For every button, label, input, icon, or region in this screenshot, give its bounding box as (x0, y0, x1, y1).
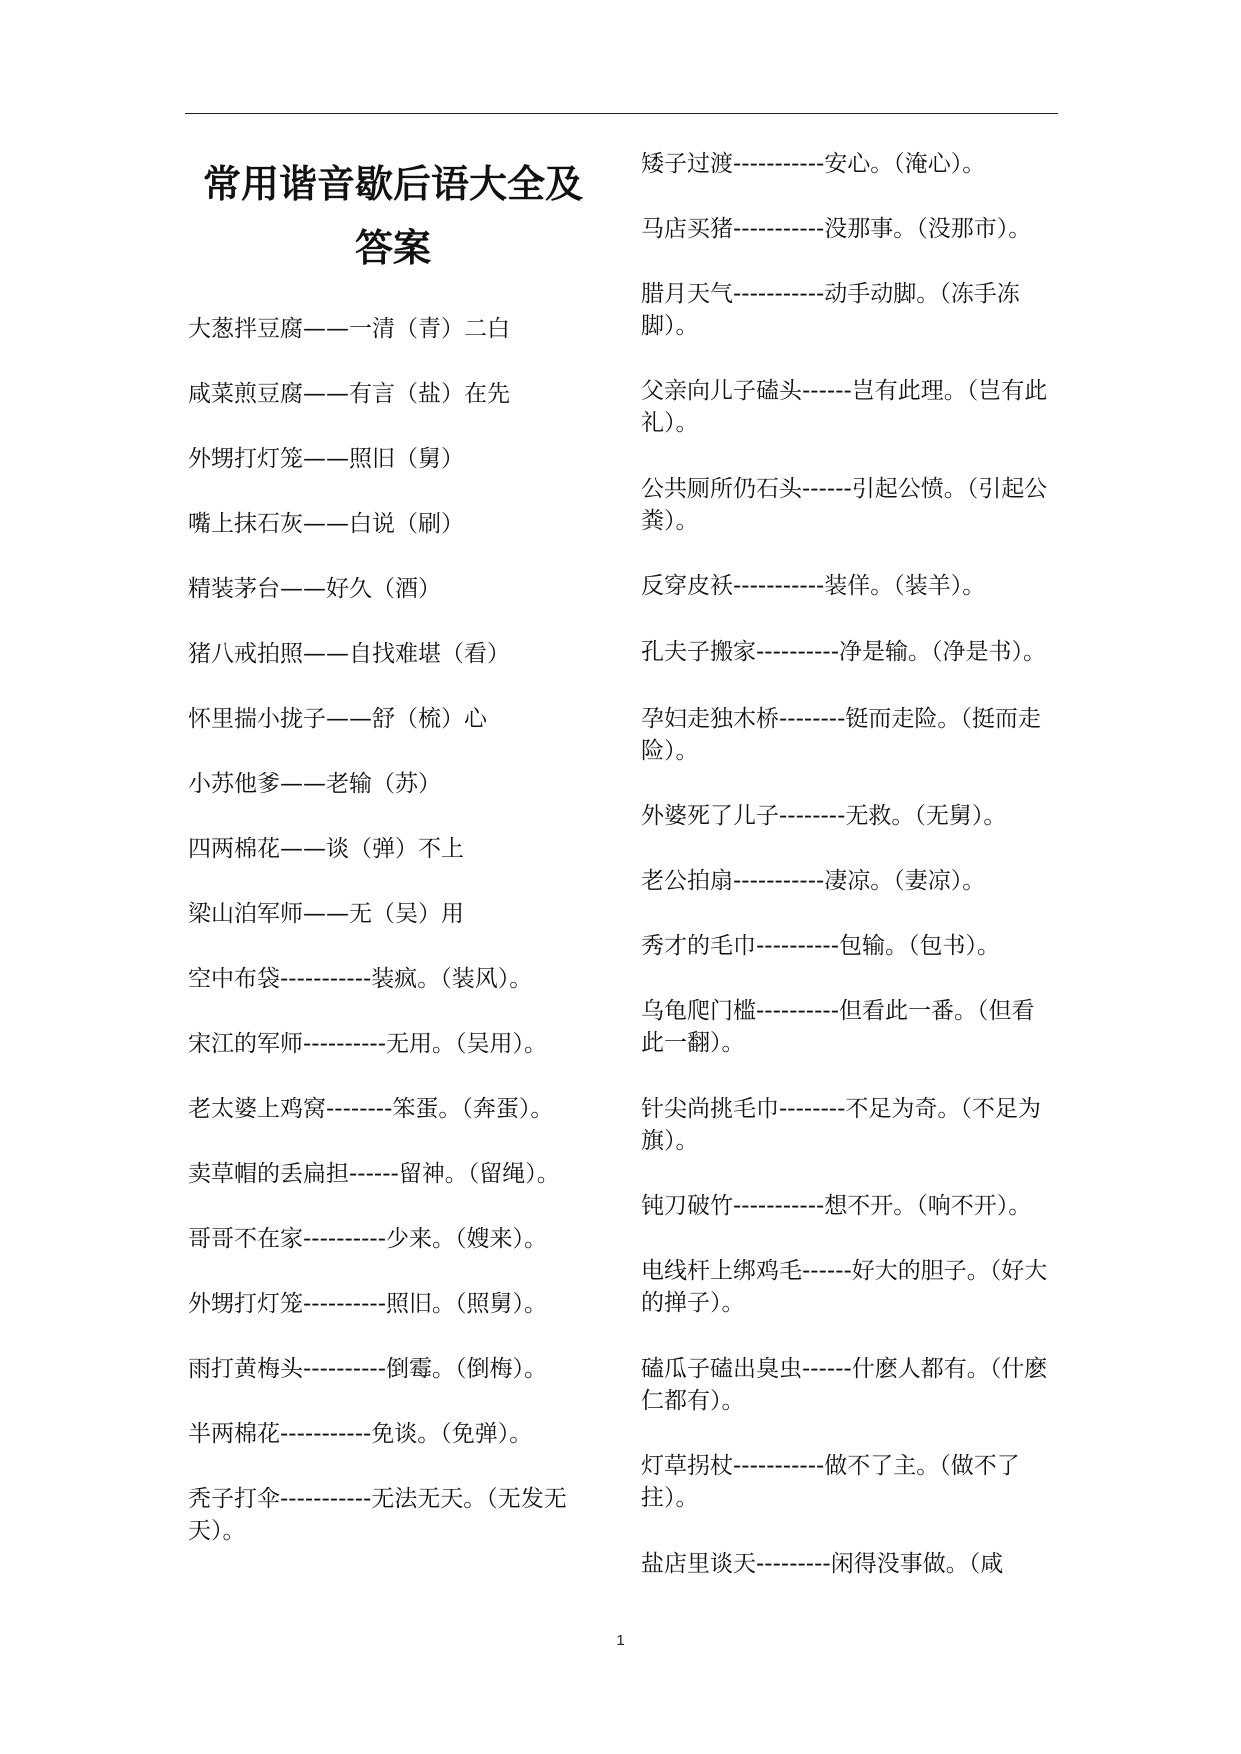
list-item: 老太婆上鸡窝--------笨蛋。（奔蛋）。 (188, 1096, 554, 1122)
list-item: 腊月天气-----------动手动脚。（冻手冻脚）。 (641, 281, 1020, 339)
list-item: 电线杆上绑鸡毛------好大的胆子。（好大的掸子）。 (641, 1258, 1048, 1316)
list-item: 公共厕所仍石头------引起公愤。（引起公粪）。 (641, 476, 1048, 534)
document-title: 常用谐音歇后语大全及答案 (202, 161, 583, 270)
list-item: 猪八戒拍照——自找难堪（看） (188, 641, 510, 667)
list-item: 宋江的军师----------无用。（吴用）。 (188, 1031, 547, 1057)
list-item: 钝刀破竹-----------想不开。（响不开）。 (641, 1193, 1032, 1219)
list-item: 怀里揣小拢子——舒（梳）心 (188, 706, 487, 732)
list-item: 父亲向儿子磕头------岂有此理。（岂有此礼）。 (641, 378, 1048, 436)
list-item: 哥哥不在家----------少来。（嫂来）。 (188, 1226, 547, 1252)
list-item: 四两棉花——谈（弹）不上 (188, 836, 464, 862)
list-item: 空中布袋-----------装疯。（装风）。 (188, 966, 533, 992)
list-item: 矮子过渡-----------安心。（淹心）。 (641, 151, 986, 177)
list-item: 大葱拌豆腐——一清（青）二白 (188, 316, 510, 342)
list-item: 秃子打伞-----------无法无天。（无发无天）。 (188, 1486, 567, 1544)
list-item: 外婆死了儿子--------无救。（无舅）。 (641, 803, 1007, 829)
list-item: 盐店里谈天---------闲得没事做。（咸 (641, 1551, 1004, 1577)
list-item: 反穿皮袄-----------装佯。（装羊）。 (641, 573, 986, 599)
list-item: 雨打黄梅头----------倒霉。（倒梅）。 (188, 1356, 547, 1382)
list-item: 卖草帽的丢扁担------留神。（留绳）。 (188, 1161, 560, 1187)
list-item: 外甥打灯笼----------照旧。（照舅）。 (188, 1291, 547, 1317)
list-item: 半两棉花-----------免谈。（免弹）。 (188, 1421, 533, 1447)
list-item: 秀才的毛巾----------包输。（包书）。 (641, 933, 1000, 959)
list-item: 乌龟爬门槛----------但看此一番。（但看此一翻）。 (641, 998, 1035, 1056)
list-item: 小苏他爹——老输（苏） (188, 771, 441, 797)
list-item: 老公拍扇-----------凄凉。（妻凉）。 (641, 868, 986, 894)
list-item: 马店买猪-----------没那事。（没那市）。 (641, 216, 1032, 242)
list-item: 灯草拐杖-----------做不了主。（做不了拄）。 (641, 1453, 1020, 1511)
list-item: 磕瓜子磕出臭虫------什麽人都有。（什麽仁都有）。 (641, 1356, 1048, 1414)
list-item: 针尖尚挑毛巾--------不足为奇。（不足为旗）。 (641, 1096, 1041, 1154)
list-item: 精装茅台——好久（酒） (188, 576, 441, 602)
header-rule (185, 113, 1058, 114)
list-item: 孔夫子搬家----------净是输。（净是书）。 (641, 639, 1046, 665)
list-item: 孕妇走独木桥--------铤而走险。（挺而走险）。 (641, 706, 1041, 764)
list-item: 梁山泊军师——无（吴）用 (188, 901, 464, 927)
list-item: 咸菜煎豆腐——有言（盐）在先 (188, 381, 510, 407)
page-number: 1 (616, 1632, 625, 1649)
list-item: 外甥打灯笼——照旧（舅） (188, 446, 464, 472)
list-item: 嘴上抹石灰——白说（刷） (188, 511, 464, 537)
